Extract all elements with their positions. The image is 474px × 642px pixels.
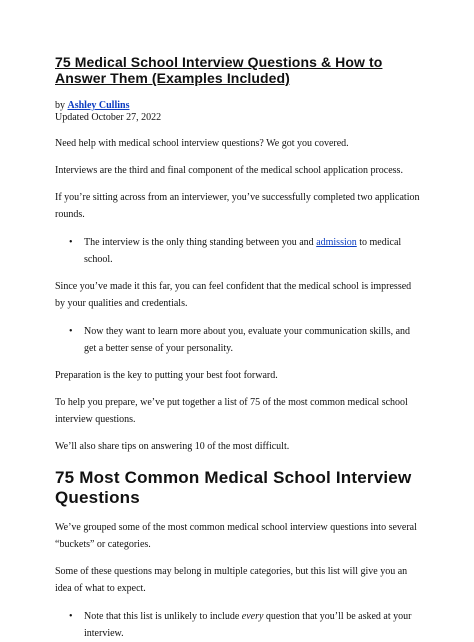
byline-prefix: by xyxy=(55,100,65,111)
byline-author-line xyxy=(55,100,421,112)
article xyxy=(55,54,421,642)
bullet-text-before: The interview is the only thing standing between you and xyxy=(84,237,314,248)
intro-paragraph-5: Preparation is the key to putting your best foot forward. xyxy=(55,370,278,381)
bullet-text-after: question that you’ll be asked at your interview. xyxy=(84,611,412,639)
intro-paragraph-7: We’ll also share tips on answering 10 of the most difficult. xyxy=(55,441,290,452)
author-link[interactable]: Ashley Cullins xyxy=(67,100,130,111)
bullet-text-after: to medical school. xyxy=(84,237,402,265)
intro-paragraph-6: To help you prepare, we’ve put together a list of 75 of the most common medical school interview questions. xyxy=(55,397,408,425)
byline xyxy=(55,100,421,124)
bullet-emphasis: every xyxy=(241,611,264,622)
intro-paragraph-4: Since you’ve made it this far, you can feel confident that the medical school is impressed by your qualities and credentials. xyxy=(55,281,412,309)
updated-date: Updated October 27, 2022 xyxy=(55,112,162,123)
section-paragraph-1: We’ve grouped some of the most common medical school interview questions into several “buckets” or categories. xyxy=(55,522,417,550)
bullet-item-learn-more xyxy=(55,323,421,357)
intro-paragraph-1: Need help with medical school interview questions? We got you covered. xyxy=(55,138,349,149)
admission-link[interactable]: admission xyxy=(316,237,357,248)
intro-paragraph-2: Interviews are the third and final component of the medical school application process. xyxy=(55,165,403,176)
section-paragraph-2: Some of these questions may belong in multiple categories, but this list will give you an idea of what to expect. xyxy=(55,566,408,594)
bullet-item-admission xyxy=(55,234,421,268)
bullet-icon: • xyxy=(69,611,73,622)
bullet-icon: • xyxy=(69,326,73,337)
bullet-icon: • xyxy=(69,237,73,248)
intro-paragraph-3: If you’re sitting across from an interviewer, you’ve successfully completed two application rounds. xyxy=(55,192,420,220)
bullet-item-note xyxy=(55,608,421,642)
bullet-text-before: Note that this list is unlikely to include xyxy=(84,611,240,622)
section-heading: 75 Most Common Medical School Interview Questions xyxy=(55,468,412,507)
article-title: 75 Medical School Interview Questions & How to Answer Them (Examples Included) xyxy=(55,54,383,86)
bullet-text: Now they want to learn more about you, evaluate your communication skills, and get a better sense of your personality. xyxy=(84,326,411,354)
